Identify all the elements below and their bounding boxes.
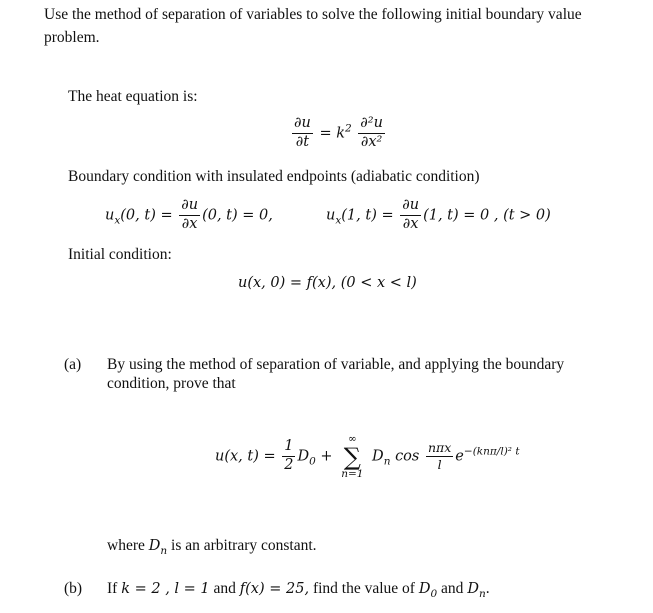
dn: D: [372, 448, 384, 465]
right-frac-num: ∂u: [400, 198, 421, 216]
ux-right-args: (1, t) =: [341, 207, 394, 224]
boundary-label: Boundary condition with insulated endpoints (adiabatic condition): [68, 168, 480, 185]
d0-sub: 0: [309, 455, 316, 468]
half-den: 2: [284, 457, 294, 473]
part-b-d0: D: [418, 581, 431, 597]
intro-line-2: problem.: [44, 29, 100, 46]
where-line: [107, 537, 317, 557]
part-a-line-1: By using the method of separation of variable, and applying the boundary: [107, 356, 565, 373]
right-frac-den: ∂x: [402, 215, 419, 232]
where-post: is an arbitrary constant.: [171, 537, 317, 554]
cos-num: nπx: [427, 440, 452, 456]
sum-symbol: ∑: [343, 442, 361, 471]
where-dn-sub: n: [160, 544, 168, 557]
part-b-dn: D: [467, 581, 479, 597]
dt-denominator: ∂t: [295, 133, 310, 150]
where-dn: D: [148, 538, 161, 554]
cos-den: l: [437, 457, 442, 472]
ux-left-sub: x: [114, 214, 121, 227]
part-b-and-2: and: [441, 580, 464, 597]
solution-lhs: u(x, t) =: [215, 448, 276, 465]
sum-lower: n=1: [341, 467, 364, 480]
ux-right-sub: x: [335, 214, 342, 227]
where-pre: where: [107, 537, 145, 554]
k-square: 2: [345, 122, 352, 135]
part-b-dn-sub: n: [478, 587, 486, 600]
intro-line-1: Use the method of separation of variables to solve the following initial boundary value: [44, 6, 582, 23]
part-b-d0-sub: 0: [430, 587, 438, 600]
boundary-right: [326, 198, 551, 233]
dn-sub: n: [383, 455, 391, 468]
part-b-find: find the value of: [312, 580, 415, 597]
initial-equation: u(x, 0) = f(x), (0 < x < l): [238, 275, 417, 291]
left-frac-num: ∂u: [179, 198, 200, 216]
exponent: −(knπ/l)² t: [463, 445, 520, 458]
part-b-and-1: and: [213, 580, 236, 597]
part-a-line-2: condition, prove that: [107, 375, 236, 392]
ux-left-args: (0, t) =: [120, 207, 173, 224]
initial-label: Initial condition:: [68, 246, 172, 263]
part-b-period: .: [485, 580, 490, 597]
dx2-denominator: ∂x²: [360, 133, 383, 150]
left-frac-den: ∂x: [181, 215, 198, 232]
part-b-if: If: [107, 580, 118, 597]
half-num: 1: [282, 439, 295, 457]
boundary-left: [105, 198, 273, 233]
ux-right: u: [326, 207, 336, 224]
part-b-conditions: k = 2 , l = 1: [121, 581, 210, 597]
cos: cos: [395, 448, 420, 465]
left-rhs: (0, t) = 0,: [202, 207, 273, 224]
part-b-line: [107, 580, 490, 600]
d2u-numerator: ∂²u: [358, 116, 385, 134]
solution-equation: [215, 434, 520, 479]
part-b-marker: (b): [64, 580, 83, 597]
exp-base: e: [455, 448, 464, 465]
heat-equation: [290, 116, 387, 151]
part-b-fx: f(x) = 25,: [239, 581, 310, 597]
sum-upper: ∞: [347, 433, 357, 445]
plus-sign: +: [320, 448, 333, 465]
du-numerator: ∂u: [292, 116, 313, 134]
part-a-marker: (a): [64, 356, 82, 373]
heat-equation-label: The heat equation is:: [68, 88, 198, 105]
ux-left: u: [105, 207, 115, 224]
equals-k: = k: [319, 125, 345, 142]
d0: D: [297, 448, 310, 465]
right-rhs: (1, t) = 0 , (t > 0): [423, 207, 551, 224]
